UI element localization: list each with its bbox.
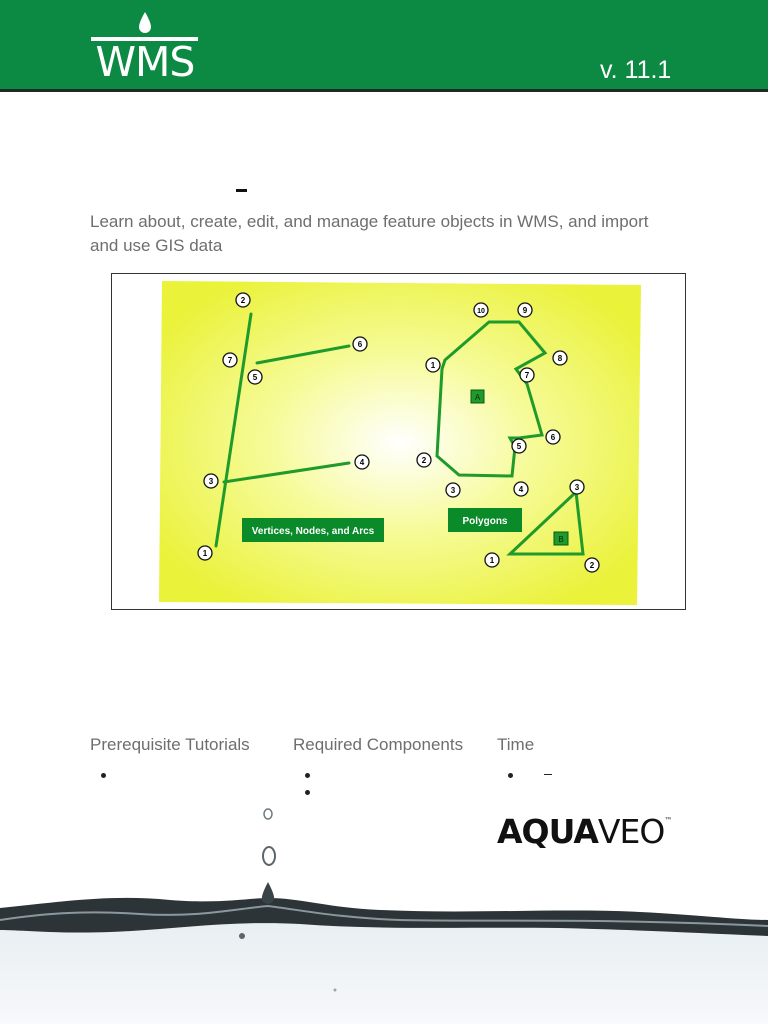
- feature-objects-figure: [111, 273, 686, 610]
- brand-trademark: ™: [664, 816, 673, 825]
- node-1-left: [198, 546, 212, 560]
- brand-aqua: AQUA: [497, 812, 598, 851]
- svg-text:1: 1: [489, 556, 495, 565]
- node-5-left: [248, 370, 262, 384]
- node-3-poly: [446, 483, 460, 497]
- node-2-poly: [417, 453, 431, 467]
- svg-text:5: 5: [516, 442, 522, 451]
- time-dash: [544, 774, 552, 775]
- required-components-heading: Required Components: [293, 735, 464, 754]
- arcs-caption: Vertices, Nodes, and Arcs: [251, 526, 375, 537]
- node-4-poly: [514, 482, 528, 496]
- wms-logo: [88, 12, 202, 84]
- node-7-left: [223, 353, 237, 367]
- svg-text:3: 3: [208, 477, 214, 486]
- svg-text:9: 9: [522, 306, 528, 315]
- water-drop-icon: [138, 12, 152, 34]
- feature-objects-diagram: [159, 280, 641, 605]
- title-dash: [236, 189, 247, 192]
- svg-text:5: 5: [252, 373, 258, 382]
- node-1-triangle: [485, 553, 499, 567]
- node-3-triangle: [570, 480, 584, 494]
- node-8-poly: [553, 351, 567, 365]
- node-5-poly: [512, 439, 526, 453]
- svg-text:7: 7: [524, 371, 530, 380]
- logo-text: WMS: [95, 38, 195, 86]
- svg-text:2: 2: [240, 296, 246, 305]
- version-label: v. 11.1: [600, 56, 672, 84]
- node-6-poly: [546, 430, 560, 444]
- polygon-b-label: B: [558, 535, 564, 544]
- time-bullet: [508, 773, 513, 778]
- prerequisite-tutorials-heading: Prerequisite Tutorials: [90, 735, 250, 754]
- node-9-poly: [518, 303, 532, 317]
- polygon-a-label: A: [474, 393, 481, 402]
- tutorial-description: Learn about, create, edit, and manage feature objects in WMS, and import and use GIS data: [90, 212, 649, 255]
- node-6-left: [353, 337, 367, 351]
- polygons-caption: Polygons: [462, 516, 508, 527]
- svg-text:1: 1: [430, 361, 436, 370]
- svg-text:2: 2: [589, 561, 595, 570]
- svg-text:7: 7: [227, 356, 233, 365]
- prereq-bullet: [101, 773, 106, 778]
- time-heading: Time: [497, 735, 535, 754]
- brand-veo: VEO: [597, 812, 665, 851]
- svg-text:2: 2: [421, 456, 427, 465]
- svg-text:3: 3: [574, 483, 580, 492]
- svg-text:6: 6: [550, 433, 556, 442]
- node-2-triangle: [585, 558, 599, 572]
- svg-text:6: 6: [357, 340, 363, 349]
- header-bar: [0, 0, 768, 92]
- svg-text:1: 1: [202, 549, 208, 558]
- node-4-left: [355, 455, 369, 469]
- svg-text:4: 4: [518, 485, 524, 494]
- svg-text:3: 3: [450, 486, 456, 495]
- node-7-poly: [520, 368, 534, 382]
- svg-text:8: 8: [557, 354, 563, 363]
- node-3-left: [204, 474, 218, 488]
- node-1-poly: [426, 358, 440, 372]
- aquaveo-logo: [497, 812, 672, 851]
- node-10-poly: [474, 303, 488, 317]
- svg-text:4: 4: [359, 458, 365, 467]
- components-bullet-1: [305, 773, 310, 778]
- svg-text:10: 10: [477, 308, 485, 315]
- node-2-left: [236, 293, 250, 307]
